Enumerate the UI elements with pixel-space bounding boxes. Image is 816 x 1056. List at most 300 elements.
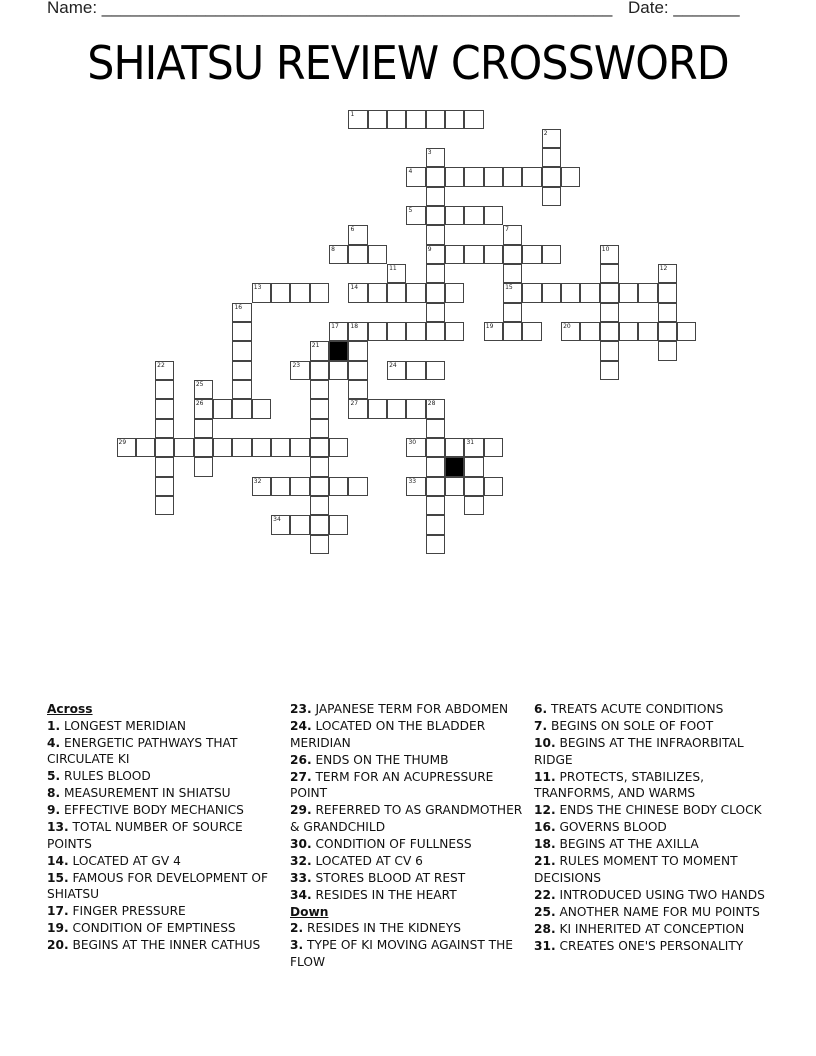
clue-item bbox=[534, 802, 774, 819]
clue-text: KI INHERITED AT CONCEPTION bbox=[559, 921, 745, 936]
grid-cell[interactable] bbox=[348, 380, 367, 399]
grid-cell[interactable] bbox=[329, 477, 348, 496]
grid-cell[interactable] bbox=[426, 148, 445, 167]
grid-cell[interactable] bbox=[252, 438, 271, 457]
clue-number: 16 bbox=[234, 303, 243, 311]
grid-cell[interactable] bbox=[310, 361, 329, 380]
grid-cell[interactable] bbox=[464, 438, 483, 457]
grid-cell[interactable] bbox=[348, 361, 367, 380]
clue-text: RESIDES IN THE KIDNEYS bbox=[307, 921, 461, 935]
clue-item bbox=[290, 920, 530, 937]
grid-cell[interactable] bbox=[445, 438, 464, 457]
grid-cell[interactable] bbox=[658, 341, 677, 360]
clue-item bbox=[534, 938, 774, 955]
clue-text: ENDS ON THE THUMB bbox=[315, 752, 449, 767]
grid-cell[interactable] bbox=[600, 361, 619, 380]
grid-cell[interactable] bbox=[406, 206, 425, 225]
grid-cell[interactable] bbox=[406, 399, 425, 418]
grid-cell[interactable] bbox=[542, 167, 561, 186]
clue-text: ANOTHER NAME FOR MU POINTS bbox=[559, 904, 760, 919]
grid-cell[interactable] bbox=[426, 167, 445, 186]
grid-cell[interactable] bbox=[155, 380, 174, 399]
grid-cell[interactable] bbox=[348, 341, 367, 360]
clue-item bbox=[47, 903, 287, 920]
clue-item bbox=[534, 819, 774, 836]
grid-cell[interactable] bbox=[310, 399, 329, 418]
grid-cell[interactable] bbox=[580, 322, 599, 341]
grid-cell[interactable] bbox=[155, 438, 174, 457]
grid-cell[interactable] bbox=[194, 438, 213, 457]
clue-number: 28 bbox=[427, 400, 436, 408]
grid-cell[interactable] bbox=[445, 206, 464, 225]
grid-cell[interactable] bbox=[464, 110, 483, 129]
clue-number: 34. bbox=[290, 887, 312, 902]
grid-cell[interactable] bbox=[329, 515, 348, 534]
grid-cell[interactable] bbox=[329, 361, 348, 380]
grid-cell[interactable] bbox=[232, 341, 251, 360]
grid-cell[interactable] bbox=[155, 361, 174, 380]
clue-text: INTRODUCED USING TWO HANDS bbox=[559, 887, 765, 902]
grid-cell[interactable] bbox=[445, 477, 464, 496]
clue-item bbox=[290, 802, 530, 835]
clue-number: 21 bbox=[311, 342, 320, 350]
grid-cell[interactable] bbox=[426, 322, 445, 341]
clue-text: TREATS ACUTE CONDITIONS bbox=[551, 702, 724, 716]
clue-text: REFERRED TO AS GRANDMOTHER & GRANDCHILD bbox=[290, 803, 523, 834]
clue-text: LOCATED ON THE BLADDER MERIDIAN bbox=[290, 719, 486, 750]
grid-cell[interactable] bbox=[406, 283, 425, 302]
grid-cell[interactable] bbox=[271, 515, 290, 534]
clue-item bbox=[290, 718, 530, 751]
grid-cell[interactable] bbox=[348, 110, 367, 129]
grid-cell[interactable] bbox=[561, 322, 580, 341]
page-title: SHIATSU REVIEW CROSSWORD bbox=[87, 36, 729, 90]
grid-cell[interactable] bbox=[542, 148, 561, 167]
grid-cell[interactable] bbox=[348, 322, 367, 341]
clue-number: 28. bbox=[534, 921, 556, 936]
clue-number: 1 bbox=[350, 110, 355, 118]
grid-cell[interactable] bbox=[484, 322, 503, 341]
grid-cell[interactable] bbox=[522, 283, 541, 302]
grid-cell[interactable] bbox=[155, 477, 174, 496]
grid-cell[interactable] bbox=[561, 167, 580, 186]
grid-cell[interactable] bbox=[658, 264, 677, 283]
clue-text: PROTECTS, STABILIZES, TRANFORMS, AND WARMS bbox=[534, 769, 705, 800]
grid-cell[interactable] bbox=[348, 283, 367, 302]
clue-item bbox=[47, 768, 287, 785]
grid-cell[interactable] bbox=[387, 322, 406, 341]
clue-number: 29. bbox=[290, 803, 312, 817]
grid-cell[interactable] bbox=[310, 283, 329, 302]
clue-text: CREATES ONE'S PERSONALITY bbox=[559, 938, 744, 953]
clue-number: 17 bbox=[331, 323, 339, 331]
grid-cell[interactable] bbox=[406, 438, 425, 457]
clue-number: 15. bbox=[47, 870, 69, 885]
clue-text: RESIDES IN THE HEART bbox=[315, 887, 457, 902]
grid-cell[interactable] bbox=[310, 380, 329, 399]
clue-item bbox=[47, 802, 287, 819]
grid-cell[interactable] bbox=[368, 322, 387, 341]
clue-number: 24 bbox=[389, 361, 397, 369]
grid-cell[interactable] bbox=[426, 264, 445, 283]
grid-cell[interactable] bbox=[542, 129, 561, 148]
grid-cell[interactable] bbox=[329, 322, 348, 341]
clue-text: CONDITION OF FULLNESS bbox=[315, 836, 472, 851]
grid-cell[interactable] bbox=[426, 110, 445, 129]
grid-cell[interactable] bbox=[406, 322, 425, 341]
grid-cell[interactable] bbox=[445, 283, 464, 302]
clue-number: 21. bbox=[534, 854, 556, 868]
clue-number: 2 bbox=[543, 129, 548, 137]
grid-cell[interactable] bbox=[426, 206, 445, 225]
grid-cell[interactable] bbox=[522, 322, 541, 341]
grid-cell[interactable] bbox=[464, 477, 483, 496]
grid-cell[interactable] bbox=[271, 283, 290, 302]
clue-number: 4. bbox=[47, 735, 61, 750]
clue-number: 14. bbox=[47, 853, 69, 868]
grid-cell[interactable] bbox=[464, 496, 483, 515]
clue-item bbox=[290, 853, 530, 870]
grid-cell[interactable] bbox=[561, 283, 580, 302]
grid-cell[interactable] bbox=[503, 303, 522, 322]
clue-number: 6. bbox=[534, 702, 548, 716]
grid-cell[interactable] bbox=[310, 496, 329, 515]
grid-cell[interactable] bbox=[600, 303, 619, 322]
grid-cell[interactable] bbox=[503, 264, 522, 283]
clue-number: 25 bbox=[195, 381, 204, 389]
clue-number: 26. bbox=[290, 752, 312, 767]
grid-cell[interactable] bbox=[426, 187, 445, 206]
clue-item bbox=[47, 937, 287, 954]
grid-cell[interactable] bbox=[619, 322, 638, 341]
grid-cell[interactable] bbox=[426, 438, 445, 457]
clue-number: 16. bbox=[534, 820, 556, 834]
grid-cell[interactable] bbox=[638, 283, 657, 302]
clue-number: 11 bbox=[389, 265, 397, 273]
grid-cell[interactable] bbox=[658, 322, 677, 341]
clue-number: 27. bbox=[290, 769, 312, 784]
clue-number: 14 bbox=[350, 284, 359, 292]
grid-cell[interactable] bbox=[155, 399, 174, 418]
clue-number: 9 bbox=[427, 245, 432, 253]
grid-cell[interactable] bbox=[600, 245, 619, 264]
clue-number: 30. bbox=[290, 836, 312, 851]
grid-cell[interactable] bbox=[232, 438, 251, 457]
grid-cell[interactable] bbox=[155, 496, 174, 515]
clue-text: JAPANESE TERM FOR ABDOMEN bbox=[315, 702, 509, 716]
grid-cell[interactable] bbox=[117, 438, 136, 457]
clue-item bbox=[290, 701, 530, 718]
grid-cell[interactable] bbox=[658, 303, 677, 322]
clue-number: 18. bbox=[534, 837, 556, 851]
grid-cell[interactable] bbox=[503, 225, 522, 244]
clue-number: 19. bbox=[47, 921, 69, 935]
grid-cell[interactable] bbox=[619, 283, 638, 302]
grid-cell[interactable] bbox=[426, 419, 445, 438]
clue-text: BEGINS AT THE AXILLA bbox=[559, 837, 699, 851]
grid-cell[interactable] bbox=[580, 283, 599, 302]
grid-cell[interactable] bbox=[445, 322, 464, 341]
clue-column-1 bbox=[47, 701, 287, 954]
grid-cell[interactable] bbox=[310, 419, 329, 438]
grid-cell[interactable] bbox=[136, 438, 155, 457]
grid-cell[interactable] bbox=[310, 477, 329, 496]
grid-cell[interactable] bbox=[522, 167, 541, 186]
grid-cell[interactable] bbox=[310, 438, 329, 457]
grid-cell[interactable] bbox=[232, 380, 251, 399]
clue-text: FINGER PRESSURE bbox=[72, 904, 186, 918]
clue-number: 4 bbox=[408, 168, 413, 176]
grid-cell[interactable] bbox=[232, 303, 251, 322]
grid-cell[interactable] bbox=[426, 457, 445, 476]
grid-cell[interactable] bbox=[194, 419, 213, 438]
clue-item bbox=[290, 937, 530, 970]
grid-cell[interactable] bbox=[290, 438, 309, 457]
clue-number: 30 bbox=[408, 439, 417, 447]
grid-cell[interactable] bbox=[600, 264, 619, 283]
grid-cell[interactable] bbox=[213, 438, 232, 457]
grid-cell[interactable] bbox=[252, 477, 271, 496]
grid-cell[interactable] bbox=[271, 438, 290, 457]
name-field[interactable]: Name: ______________________________________________________ bbox=[47, 0, 613, 17]
clue-number: 32. bbox=[290, 853, 312, 868]
black-square bbox=[329, 341, 348, 360]
grid-cell[interactable] bbox=[464, 167, 483, 186]
grid-cell[interactable] bbox=[522, 245, 541, 264]
grid-cell[interactable] bbox=[310, 515, 329, 534]
clue-item bbox=[290, 870, 530, 887]
grid-cell[interactable] bbox=[387, 399, 406, 418]
grid-cell[interactable] bbox=[503, 167, 522, 186]
clue-number: 26 bbox=[195, 400, 204, 408]
grid-cell[interactable] bbox=[271, 477, 290, 496]
grid-cell[interactable] bbox=[503, 245, 522, 264]
crossword-grid bbox=[117, 110, 717, 570]
clue-number: 23 bbox=[292, 361, 301, 369]
clue-number: 12. bbox=[534, 803, 556, 817]
clue-item bbox=[47, 819, 287, 852]
clue-number: 27 bbox=[350, 400, 359, 408]
clue-number: 20 bbox=[563, 323, 571, 331]
clue-number: 20. bbox=[47, 938, 69, 952]
grid-cell[interactable] bbox=[445, 245, 464, 264]
grid-cell[interactable] bbox=[290, 515, 309, 534]
black-square bbox=[445, 457, 464, 476]
grid-cell[interactable] bbox=[426, 515, 445, 534]
grid-cell[interactable] bbox=[310, 535, 329, 554]
grid-cell[interactable] bbox=[426, 245, 445, 264]
clue-item bbox=[47, 920, 287, 937]
grid-cell[interactable] bbox=[464, 245, 483, 264]
grid-cell[interactable] bbox=[426, 225, 445, 244]
grid-cell[interactable] bbox=[638, 322, 657, 341]
clue-number: 32 bbox=[253, 477, 262, 485]
clue-column-3 bbox=[534, 701, 774, 955]
grid-cell[interactable] bbox=[348, 399, 367, 418]
clue-item bbox=[290, 887, 530, 904]
grid-cell[interactable] bbox=[464, 457, 483, 476]
clue-number: 12 bbox=[659, 265, 668, 273]
clue-number: 15 bbox=[505, 284, 513, 292]
clue-number: 5 bbox=[408, 207, 413, 215]
grid-cell[interactable] bbox=[194, 380, 213, 399]
grid-cell[interactable] bbox=[252, 399, 271, 418]
clue-section-heading: Across bbox=[47, 702, 93, 716]
grid-cell[interactable] bbox=[406, 167, 425, 186]
clue-number: 9. bbox=[47, 803, 61, 817]
clue-number: 24. bbox=[290, 719, 312, 733]
clue-number: 5. bbox=[47, 769, 61, 783]
grid-cell[interactable] bbox=[600, 283, 619, 302]
grid-cell[interactable] bbox=[387, 264, 406, 283]
grid-cell[interactable] bbox=[155, 419, 174, 438]
grid-cell[interactable] bbox=[310, 341, 329, 360]
clue-number: 1. bbox=[47, 718, 61, 733]
clue-text: ENDS THE CHINESE BODY CLOCK bbox=[559, 803, 762, 817]
clue-number: 31 bbox=[466, 439, 475, 447]
grid-cell[interactable] bbox=[348, 245, 367, 264]
clue-text: EFFECTIVE BODY MECHANICS bbox=[64, 803, 244, 817]
clue-number: 10. bbox=[534, 736, 556, 750]
clue-item bbox=[290, 836, 530, 853]
grid-cell[interactable] bbox=[484, 245, 503, 264]
clue-item bbox=[47, 785, 287, 802]
clue-number: 3 bbox=[427, 149, 432, 157]
grid-cell[interactable] bbox=[426, 535, 445, 554]
clue-item bbox=[534, 853, 774, 886]
grid-cell[interactable] bbox=[368, 283, 387, 302]
clue-item bbox=[534, 836, 774, 853]
clue-number: 33 bbox=[408, 477, 417, 485]
clue-number: 34 bbox=[273, 516, 281, 524]
grid-cell[interactable] bbox=[426, 303, 445, 322]
clue-number: 7 bbox=[505, 226, 509, 234]
clue-text: BEGINS AT THE INFRAORBITAL RIDGE bbox=[534, 736, 744, 767]
grid-cell[interactable] bbox=[445, 167, 464, 186]
grid-cell[interactable] bbox=[290, 283, 309, 302]
grid-cell[interactable] bbox=[484, 167, 503, 186]
grid-cell[interactable] bbox=[387, 283, 406, 302]
grid-cell[interactable] bbox=[348, 477, 367, 496]
clue-text: LOCATED AT CV 6 bbox=[315, 853, 423, 868]
clue-text: ENERGETIC PATHWAYS THAT CIRCULATE KI bbox=[47, 735, 238, 766]
clue-item bbox=[534, 718, 774, 735]
clue-number: 33. bbox=[290, 870, 312, 885]
grid-cell[interactable] bbox=[484, 477, 503, 496]
clue-number: 13 bbox=[253, 284, 262, 292]
grid-cell[interactable] bbox=[426, 361, 445, 380]
grid-cell[interactable] bbox=[677, 322, 696, 341]
grid-cell[interactable] bbox=[484, 206, 503, 225]
clue-number: 10 bbox=[601, 245, 610, 253]
clue-number: 13. bbox=[47, 820, 69, 834]
grid-cell[interactable] bbox=[329, 245, 348, 264]
grid-cell[interactable] bbox=[290, 477, 309, 496]
clue-item bbox=[47, 870, 287, 903]
clue-number: 31. bbox=[534, 938, 556, 953]
clue-column-2 bbox=[290, 701, 530, 971]
grid-cell[interactable] bbox=[503, 283, 522, 302]
clue-item bbox=[290, 752, 530, 769]
grid-cell[interactable] bbox=[600, 322, 619, 341]
grid-cell[interactable] bbox=[387, 361, 406, 380]
clue-number: 8. bbox=[47, 786, 61, 800]
grid-cell[interactable] bbox=[503, 322, 522, 341]
clue-section-heading: Down bbox=[290, 904, 329, 919]
grid-cell[interactable] bbox=[426, 283, 445, 302]
clue-text: RULES MOMENT TO MOMENT DECISIONS bbox=[534, 854, 738, 885]
grid-cell[interactable] bbox=[658, 283, 677, 302]
clue-number: 2. bbox=[290, 921, 304, 935]
grid-cell[interactable] bbox=[232, 399, 251, 418]
clue-number: 29 bbox=[118, 439, 127, 447]
grid-cell[interactable] bbox=[194, 457, 213, 476]
clue-number: 25. bbox=[534, 904, 556, 919]
grid-cell[interactable] bbox=[174, 438, 193, 457]
grid-cell[interactable] bbox=[155, 457, 174, 476]
grid-cell[interactable] bbox=[445, 110, 464, 129]
grid-cell[interactable] bbox=[310, 457, 329, 476]
grid-cell[interactable] bbox=[368, 399, 387, 418]
grid-cell[interactable] bbox=[368, 110, 387, 129]
clue-text: TYPE OF KI MOVING AGAINST THE FLOW bbox=[290, 938, 513, 969]
grid-cell[interactable] bbox=[368, 245, 387, 264]
grid-cell[interactable] bbox=[426, 399, 445, 418]
clue-item bbox=[534, 904, 774, 921]
grid-cell[interactable] bbox=[484, 438, 503, 457]
grid-cell[interactable] bbox=[329, 438, 348, 457]
grid-cell[interactable] bbox=[426, 496, 445, 515]
clue-number: 11. bbox=[534, 769, 556, 784]
grid-cell[interactable] bbox=[542, 283, 561, 302]
clue-number: 7. bbox=[534, 719, 548, 733]
clue-text: TERM FOR AN ACUPRESSURE POINT bbox=[290, 769, 494, 800]
grid-cell[interactable] bbox=[232, 322, 251, 341]
grid-cell[interactable] bbox=[213, 399, 232, 418]
clue-text: LONGEST MERIDIAN bbox=[64, 718, 186, 733]
grid-cell[interactable] bbox=[542, 187, 561, 206]
clue-text: TOTAL NUMBER OF SOURCE POINTS bbox=[47, 820, 243, 851]
grid-cell[interactable] bbox=[542, 245, 561, 264]
grid-cell[interactable] bbox=[387, 110, 406, 129]
clue-text: BEGINS ON SOLE OF FOOT bbox=[551, 719, 714, 733]
grid-cell[interactable] bbox=[406, 110, 425, 129]
grid-cell[interactable] bbox=[232, 361, 251, 380]
clue-number: 3. bbox=[290, 938, 304, 952]
grid-cell[interactable] bbox=[600, 341, 619, 360]
grid-cell[interactable] bbox=[426, 477, 445, 496]
date-field[interactable]: Date: _______ bbox=[628, 0, 740, 17]
grid-cell[interactable] bbox=[406, 361, 425, 380]
clue-number: 19 bbox=[485, 323, 494, 331]
grid-cell[interactable] bbox=[252, 283, 271, 302]
clue-text: RULES BLOOD bbox=[64, 769, 151, 783]
clue-item bbox=[534, 735, 774, 768]
grid-cell[interactable] bbox=[290, 361, 309, 380]
clue-text: GOVERNS BLOOD bbox=[559, 820, 667, 834]
grid-cell[interactable] bbox=[406, 477, 425, 496]
grid-cell[interactable] bbox=[194, 399, 213, 418]
clue-number: 8 bbox=[331, 245, 335, 253]
clue-text: CONDITION OF EMPTINESS bbox=[72, 921, 236, 935]
clue-text: BEGINS AT THE INNER CATHUS bbox=[72, 938, 261, 952]
clue-item bbox=[534, 921, 774, 938]
clue-number: 18 bbox=[350, 323, 359, 331]
grid-cell[interactable] bbox=[464, 206, 483, 225]
clue-text: FAMOUS FOR DEVELOPMENT OF SHIATSU bbox=[47, 870, 268, 901]
grid-cell[interactable] bbox=[348, 225, 367, 244]
clue-number: 22 bbox=[157, 361, 165, 369]
